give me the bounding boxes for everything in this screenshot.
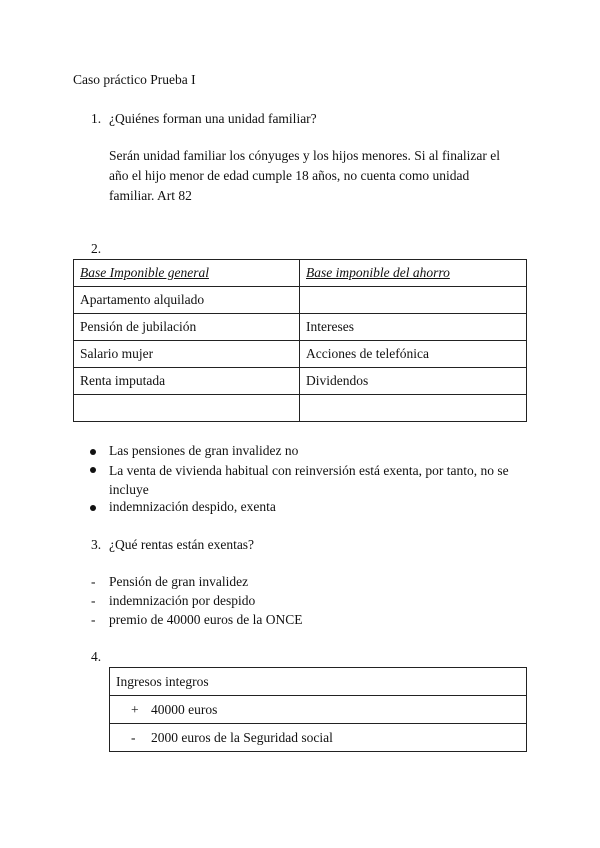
bullet-icon	[90, 467, 96, 473]
table-cell: Salario mujer	[74, 341, 300, 368]
document-title: Caso práctico Prueba I	[73, 72, 196, 87]
q3-question: ¿Qué rentas están exentas?	[109, 537, 255, 552]
table-cell: Pensión de jubilación	[74, 314, 300, 341]
table-row	[74, 341, 527, 368]
minus-sign: -	[131, 729, 136, 745]
income-value: 40000 euros	[151, 701, 218, 717]
table-row	[74, 314, 527, 341]
plus-sign: +	[131, 701, 139, 717]
income-header: Ingresos integros	[110, 668, 527, 696]
table-row	[74, 287, 527, 314]
table-header-row	[110, 668, 527, 696]
dash-marker: -	[91, 612, 96, 627]
q1-question: ¿Quiénes forman una unidad familiar?	[109, 111, 317, 126]
table-row	[74, 368, 527, 395]
table-cell: Apartamento alquilado	[74, 287, 300, 314]
income-value: 2000 euros de la Seguridad social	[151, 729, 333, 745]
table-cell	[300, 395, 527, 422]
q2-number: 2.	[91, 241, 102, 256]
q4-income-table	[109, 667, 527, 752]
table-cell	[300, 287, 527, 314]
bullet-line: La venta de vivienda habitual con reinversión está exenta, por tanto, no se	[109, 463, 509, 478]
q1-answer	[109, 146, 539, 206]
income-row	[110, 696, 527, 724]
header-general-base: Base Imponible general	[74, 260, 300, 287]
bullet-line: incluye	[109, 482, 149, 497]
q1-answer-line: familiar. Art 82	[109, 188, 192, 203]
bullet-item	[109, 461, 509, 499]
bullet-icon	[90, 505, 96, 511]
q3-number: 3.	[91, 537, 102, 552]
q4-number: 4.	[91, 649, 102, 664]
q1-answer-line: año el hijo menor de edad cumple 18 años, no cuenta como unidad	[109, 168, 470, 183]
table-row	[110, 696, 527, 724]
dash-marker: -	[91, 574, 96, 589]
table-header-row	[74, 260, 527, 287]
table-cell: Renta imputada	[74, 368, 300, 395]
q1-answer-line: Serán unidad familiar los cónyuges y los hijos menores. Si al finalizar el	[109, 148, 501, 163]
table-cell	[74, 395, 300, 422]
exempt-item: Pensión de gran invalidez	[109, 574, 249, 589]
table-row	[74, 395, 527, 422]
income-row	[110, 724, 527, 752]
q2-tax-base-table	[73, 259, 527, 422]
header-savings-base: Base imponible del ahorro	[300, 260, 527, 287]
table-row	[110, 724, 527, 752]
dash-marker: -	[91, 593, 96, 608]
exempt-item: premio de 40000 euros de la ONCE	[109, 612, 303, 627]
q1-number: 1.	[91, 111, 102, 126]
bullet-item: Las pensiones de gran invalidez no	[109, 443, 299, 458]
table-cell: Intereses	[300, 314, 527, 341]
table-cell: Dividendos	[300, 368, 527, 395]
table-cell: Acciones de telefónica	[300, 341, 527, 368]
bullet-icon	[90, 449, 96, 455]
exempt-item: indemnización por despido	[109, 593, 256, 608]
bullet-item: indemnización despido, exenta	[109, 499, 276, 514]
